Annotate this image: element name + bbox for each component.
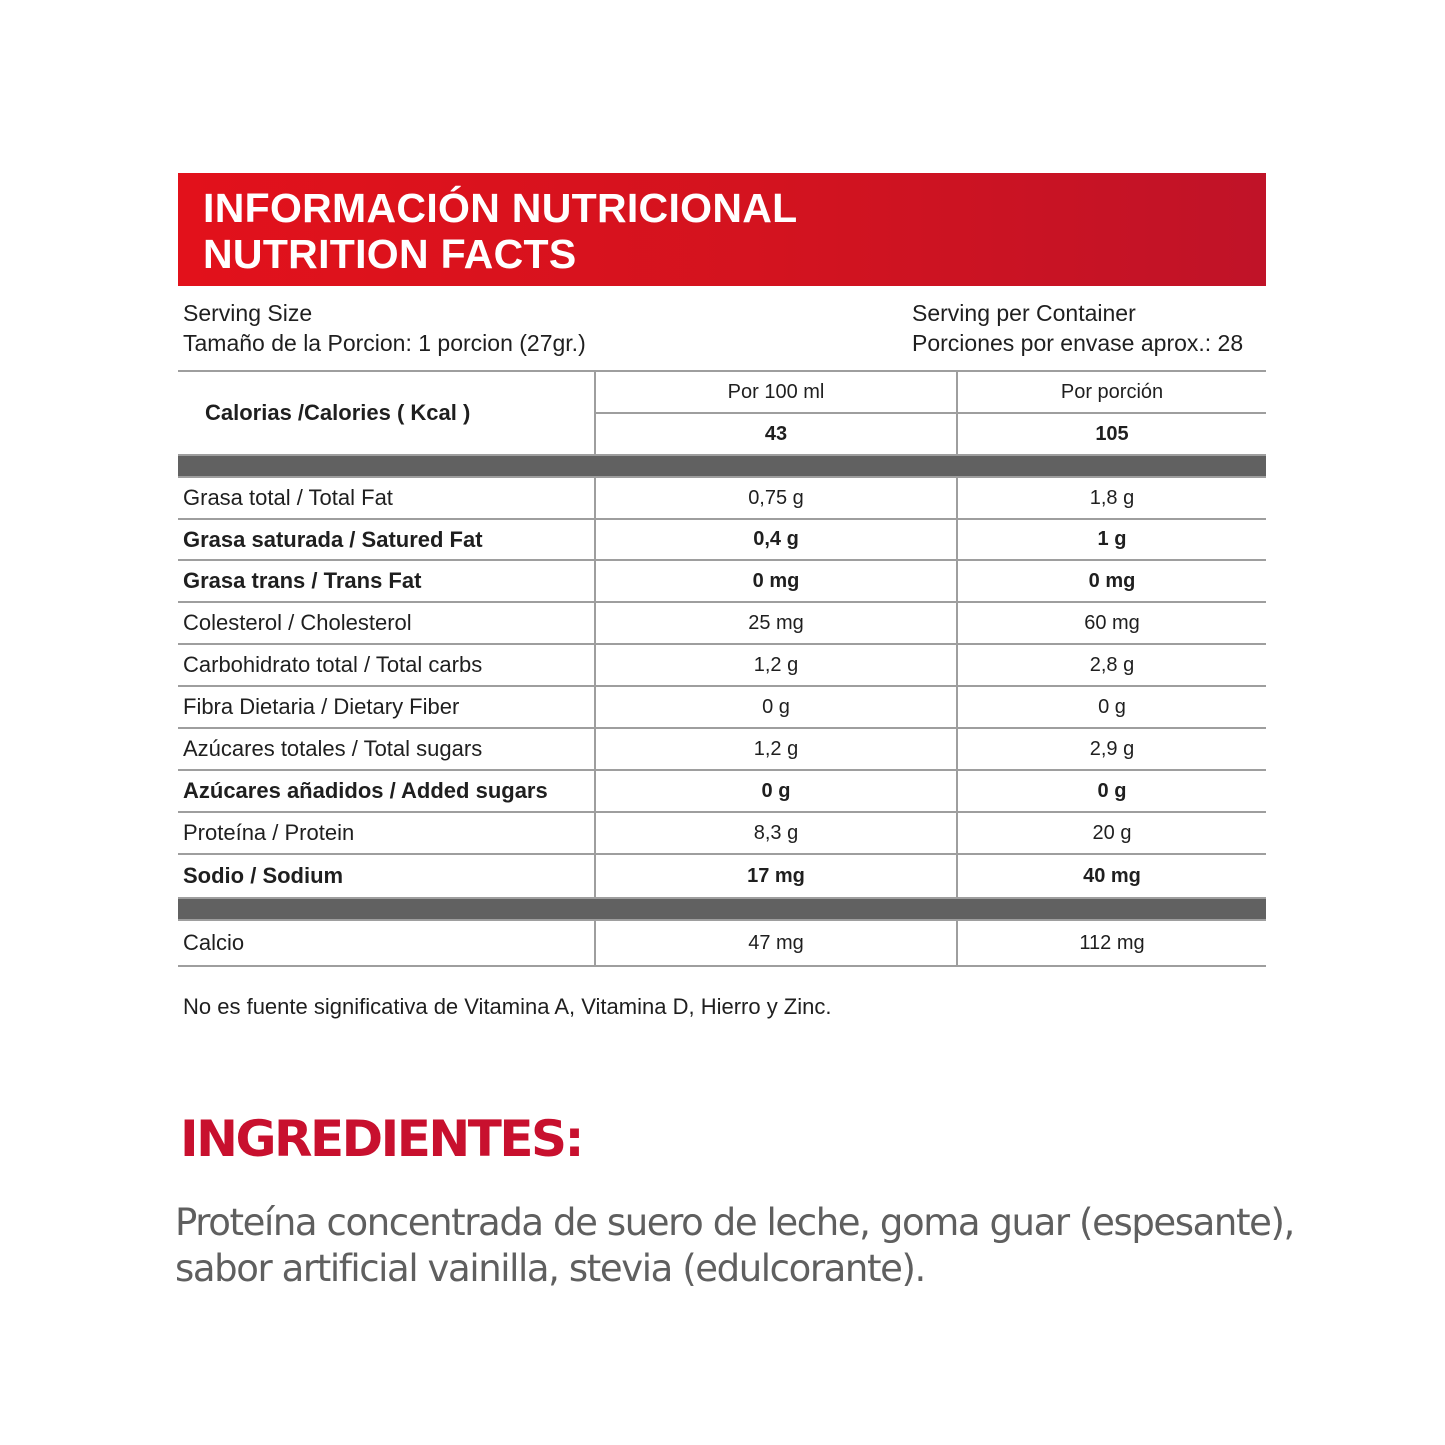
nutrition-header	[178, 173, 1266, 286]
row-per100: 8,3 g	[595, 812, 957, 854]
col-header-per100: Por 100 ml	[595, 371, 957, 413]
table-row	[178, 770, 1266, 812]
row-per100: 1,2 g	[595, 728, 957, 770]
header-title-es: INFORMACIÓN NUTRICIONAL	[203, 185, 798, 231]
row-label: Proteína / Protein	[178, 812, 595, 854]
serving-size-label: Serving Size	[183, 300, 313, 326]
calcium-perportion: 112 mg	[957, 920, 1266, 966]
row-perportion: 2,9 g	[957, 728, 1266, 770]
row-perportion: 1 g	[957, 519, 1266, 560]
footnote: No es fuente significativa de Vitamina A, Vitamina D, Hierro y Zinc.	[183, 994, 832, 1019]
servings-per-container	[912, 298, 1243, 358]
table-row	[178, 854, 1266, 898]
row-label: Carbohidrato total / Total carbs	[178, 644, 595, 686]
separator-bar	[178, 455, 1266, 477]
table-row	[178, 812, 1266, 854]
calcium-row	[178, 920, 1266, 966]
table-row	[178, 644, 1266, 686]
table-row	[178, 477, 1266, 519]
row-label: Azúcares totales / Total sugars	[178, 728, 595, 770]
row-per100: 25 mg	[595, 602, 957, 644]
row-perportion: 20 g	[957, 812, 1266, 854]
row-perportion: 40 mg	[957, 854, 1266, 898]
row-perportion: 60 mg	[957, 602, 1266, 644]
row-per100: 0,4 g	[595, 519, 957, 560]
calcium-label: Calcio	[178, 920, 595, 966]
serving-size	[183, 298, 586, 358]
calcium-per100: 47 mg	[595, 920, 957, 966]
servings-per-container-label: Serving per Container	[912, 300, 1136, 326]
ingredients-title: INGREDIENTES:	[180, 1110, 583, 1168]
row-per100: 17 mg	[595, 854, 957, 898]
col-header-perportion: Por porción	[957, 371, 1266, 413]
row-label: Colesterol / Cholesterol	[178, 602, 595, 644]
calories-label: Calorias /Calories ( Kcal )	[178, 371, 595, 455]
row-label: Grasa saturada / Satured Fat	[178, 519, 595, 560]
row-perportion: 0 mg	[957, 560, 1266, 602]
table-row	[178, 519, 1266, 560]
row-label: Sodio / Sodium	[178, 854, 595, 898]
table-row	[178, 560, 1266, 602]
row-perportion: 1,8 g	[957, 477, 1266, 519]
row-per100: 0 g	[595, 770, 957, 812]
row-per100: 0 g	[595, 686, 957, 728]
table-header-row	[178, 371, 1266, 413]
row-perportion: 0 g	[957, 770, 1266, 812]
row-label: Grasa total / Total Fat	[178, 477, 595, 519]
calories-per100: 43	[595, 413, 957, 455]
table-row	[178, 686, 1266, 728]
row-label: Grasa trans / Trans Fat	[178, 560, 595, 602]
nutrition-table	[178, 370, 1266, 967]
ingredients-text: Proteína concentrada de suero de leche, goma guar (espesante), sabor artificial vainilla, stevia (edulcorante).	[175, 1201, 1294, 1290]
row-label: Azúcares añadidos / Added sugars	[178, 770, 595, 812]
serving-size-value: Tamaño de la Porcion: 1 porcion (27gr.)	[183, 330, 586, 356]
servings-per-container-value: Porciones por envase aprox.: 28	[912, 330, 1244, 356]
table-row	[178, 602, 1266, 644]
header-title-en: NUTRITION FACTS	[203, 231, 577, 277]
row-per100: 0 mg	[595, 560, 957, 602]
table-row	[178, 728, 1266, 770]
separator-bar	[178, 898, 1266, 920]
row-per100: 0,75 g	[595, 477, 957, 519]
row-perportion: 2,8 g	[957, 644, 1266, 686]
row-perportion: 0 g	[957, 686, 1266, 728]
row-per100: 1,2 g	[595, 644, 957, 686]
calories-perportion: 105	[957, 413, 1266, 455]
row-label: Fibra Dietaria / Dietary Fiber	[178, 686, 595, 728]
